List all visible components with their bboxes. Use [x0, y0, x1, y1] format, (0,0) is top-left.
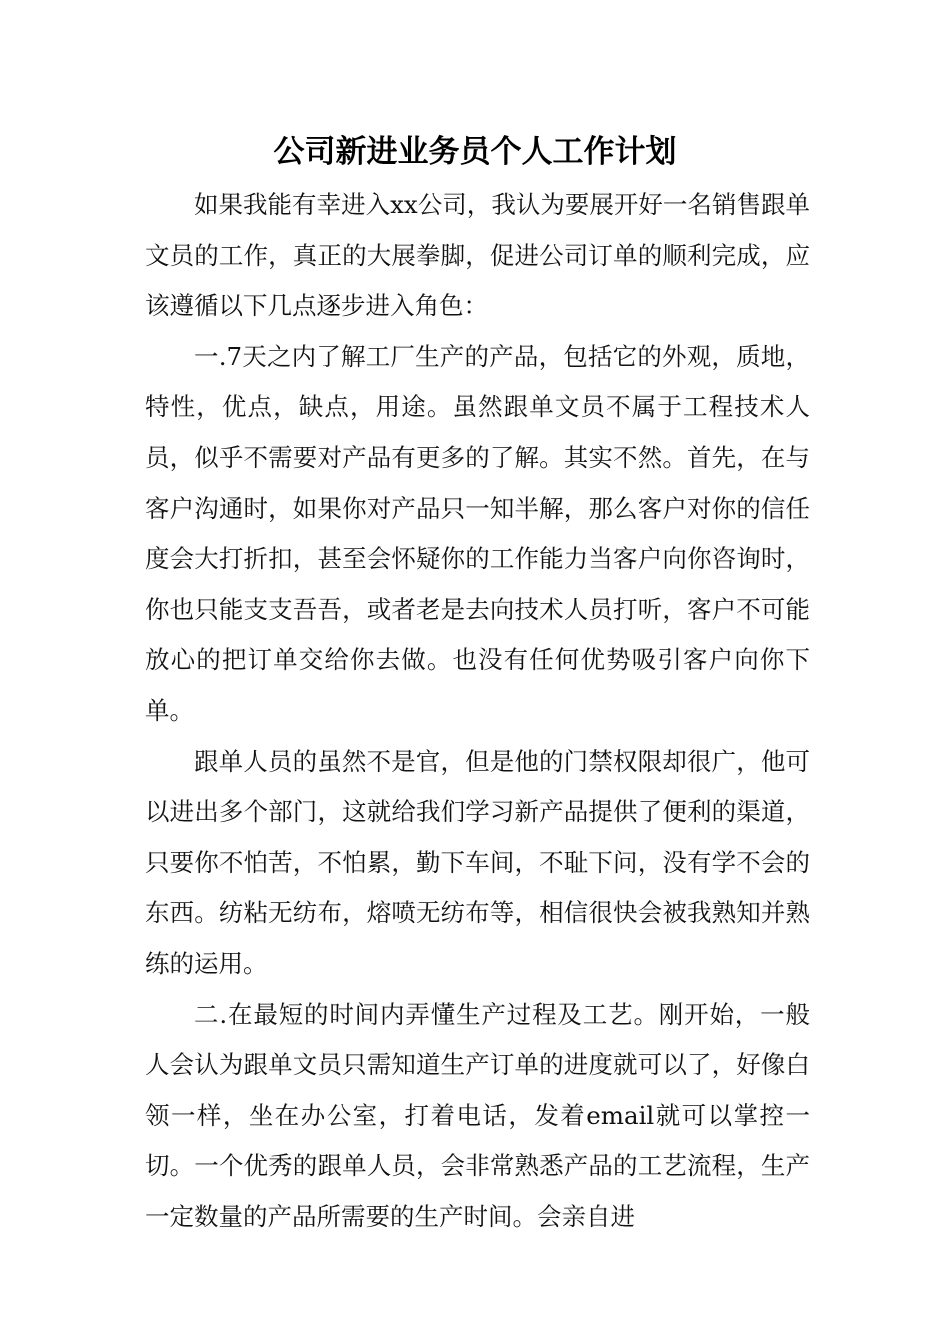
paragraph-intro: 如果我能有幸进入xx公司，我认为要展开好一名销售跟单文员的工作，真正的大展拳脚，促进公司订单的顺利完成，应该遵循以下几点逐步进入角色： — [145, 190, 810, 321]
document-body — [145, 180, 810, 1242]
paragraph-follow-up: 跟单人员的虽然不是官，但是他的门禁权限却很广，他可以进出多个部门，这就给我们学习新产品提供了便利的渠道，只要你不怕苦，不怕累，勤下车间，不耻下问，没有学不会的东西。纺粘无纺布，熔喷无纺布等，相信很快会被我熟知并熟练的运用。 — [145, 746, 810, 978]
paragraph-point-two: 二.在最短的时间内弄懂生产过程及工艺。刚开始，一般人会认为跟单文员只需知道生产订单的进度就可以了，好像白领一样，坐在办公室，打着电话，发着email就可以掌控一切。一个优秀的跟单人员，会非常熟悉产品的工艺流程，生产一定数量的产品所需要的生产时间。会亲自进 — [145, 999, 810, 1231]
document-title: 公司新进业务员个人工作计划 — [273, 134, 677, 170]
paragraph-point-one: 一.7天之内了解工厂生产的产品，包括它的外观，质地，特性，优点，缺点，用途。虽然跟单文员不属于工程技术人员，似乎不需要对产品有更多的了解。其实不然。首先，在与客户沟通时，如果你对产品只一知半解，那么客户对你的信任度会大打折扣，甚至会怀疑你的工作能力当客户向你咨询时，你也只能支支吾吾，或者老是去向技术人员打听，客户不可能放心的把订单交给你去做。也没有任何优势吸引客户向你下单。 — [145, 341, 810, 725]
